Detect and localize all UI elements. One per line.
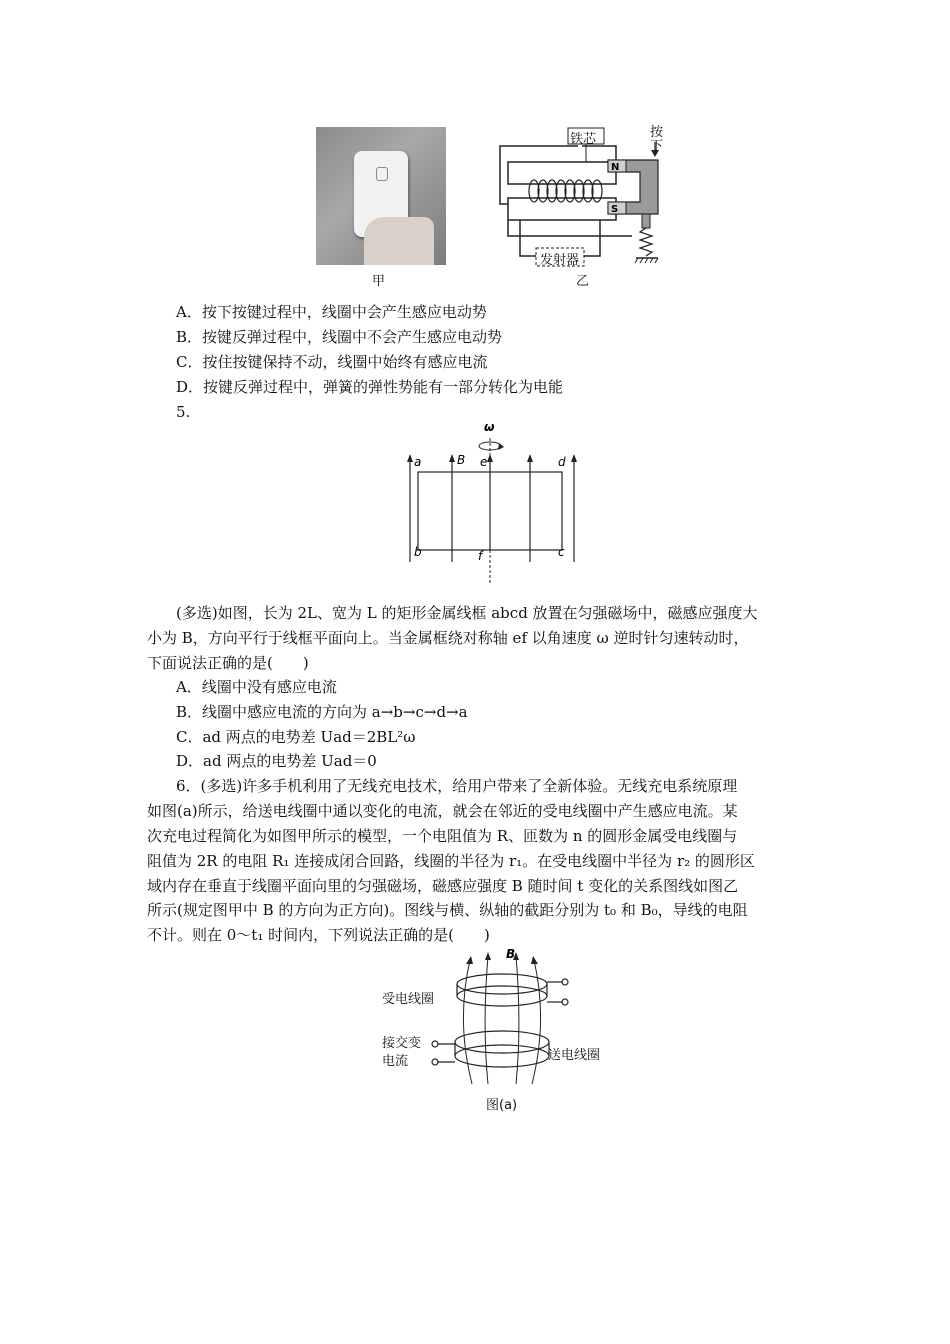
label-ac-2: 电流 (382, 1054, 409, 1069)
label-press-1: 按 (650, 125, 664, 140)
label-press-2: 下 (650, 139, 664, 154)
wireless-charging-diagram (380, 944, 630, 1114)
q5-number: 5. (176, 403, 191, 421)
q5-stem-line2: 小为 B，方向平行于线框平面向上。当金属框绕对称轴 ef 以角速度 ω 逆时针匀速转动时， (147, 629, 749, 647)
q6-line6: 所示(规定图甲中 B 的方向为正方向)。图线与横、纵轴的截距分别为 t₀ 和 B₀，导线的电阻 (147, 901, 748, 919)
label-ac-current (382, 1035, 421, 1071)
corner-c: c (558, 545, 565, 559)
label-transmitter-coil: 送电线圈 (548, 1048, 601, 1063)
photo-doorbell (316, 127, 446, 265)
label-press (650, 126, 663, 154)
q5-option-c: C．ad 两点的电势差 Uad＝2BL²ω (176, 728, 416, 746)
q6-line1: 6．(多选)许多手机利用了无线充电技术，给用户带来了全新体验。无线充电系统原理 (176, 777, 738, 795)
fig-a-caption: 图(a) (486, 1098, 518, 1113)
label-receiver-coil: 受电线圈 (382, 992, 435, 1007)
q4-option-d: D．按键反弹过程中，弹簧的弹性势能有一部分转化为电能 (176, 378, 564, 396)
q5-frame-diagram (400, 420, 590, 590)
pole-s-label: S (611, 204, 619, 215)
label-ac-1: 接交变 (382, 1036, 422, 1051)
q6-line7: 不计。则在 0～t₁ 时间内，下列说法正确的是( ) (147, 926, 490, 944)
q6-line3: 次充电过程简化为如图甲所示的模型，一个电阻值为 R、匝数为 n 的圆形金属受电线圈与 (147, 827, 738, 845)
q6-line2: 如图(a)所示，给送电线圈中通以变化的电流，就会在邻近的受电线圈中产生感应电流。某 (147, 802, 738, 820)
q4-option-a: A．按下按键过程中，线圈中会产生感应电动势 (176, 303, 487, 321)
q6-line5: 域内存在垂直于线圈平面向里的匀强磁场，磁感应强度 B 随时间 t 变化的关系图线如图乙 (147, 877, 739, 895)
corner-d: d (558, 455, 566, 469)
corner-a: a (414, 455, 422, 469)
q5-option-b: B．线圈中感应电流的方向为 a→b→c→d→a (176, 703, 468, 721)
point-e: e (480, 455, 488, 469)
label-transmitter: 发射器 (540, 253, 580, 268)
pole-n-label: N (611, 162, 620, 173)
q5-stem-line3: 下面说法正确的是( ) (147, 654, 309, 672)
q6-line4: 阻值为 2R 的电阻 R₁ 连接成闭合回路，线圈的半径为 r₁。在受电线圈中半径为 r₂ 的圆形区 (147, 852, 755, 870)
q5-option-a: A．线圈中没有感应电流 (176, 678, 337, 696)
q4-option-c: C．按住按键保持不动，线圈中始终有感应电流 (176, 353, 488, 371)
label-iron-core: 铁芯 (570, 132, 597, 147)
q5-option-d: D．ad 两点的电势差 Uad＝0 (176, 752, 377, 770)
point-f: f (478, 549, 483, 563)
field-b-label: B (457, 453, 466, 467)
field-b-label-a: B (506, 947, 516, 961)
fig-jia-caption: 甲 (372, 274, 386, 289)
q5-stem-line1: (多选)如图，长为 2L、宽为 L 的矩形金属线框 abcd 放置在匀强磁场中，磁感应强度大 (176, 604, 758, 622)
q4-option-b: B．按键反弹过程中，线圈中不会产生感应电动势 (176, 328, 503, 346)
fig-yi-caption: 乙 (576, 274, 590, 289)
corner-b: b (414, 545, 422, 559)
omega-label: ω (484, 420, 495, 434)
